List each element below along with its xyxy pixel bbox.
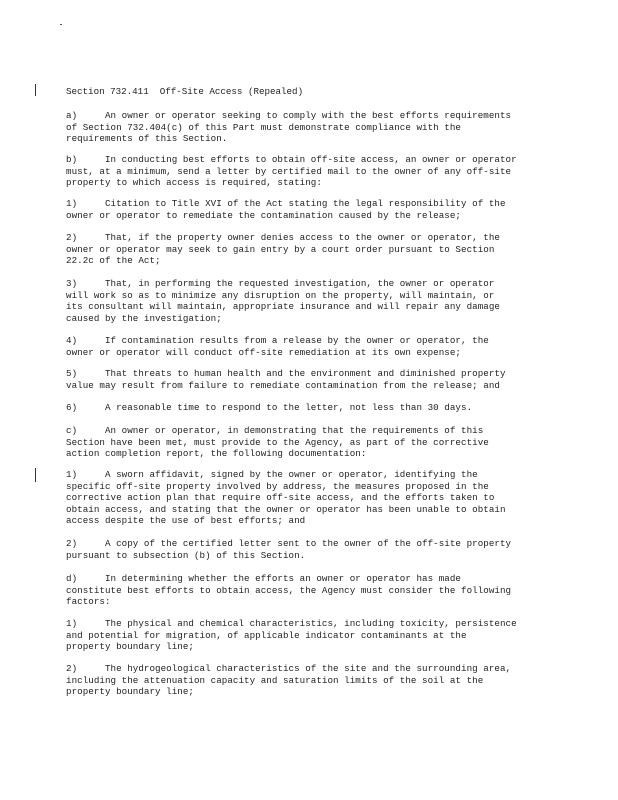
paragraph-b-4: 4) If contamination results from a release by the owner or operator, the owner or operator will conduct off-site remediation at its own expense; — [66, 335, 489, 358]
paragraph-b-6: 6) A reasonable time to respond to the letter, not less than 30 days. — [66, 402, 473, 413]
paragraph-b-2: 2) That, if the property owner denies access to the owner or operator, the owner or operator may seek to gain entry by a court order pursuant to Section 22.2c of the Act; — [66, 232, 500, 266]
paragraph-b-3: 3) That, in performing the requested investigation, the owner or operator will work so as to minimize any disruption on the property, will maintain, or its consultant will maintain, appropriate insurance and will repair any damage caused by the investigation; — [66, 278, 500, 324]
paragraph-d: d) In determining whether the efforts an owner or operator has made constitute best efforts to obtain access, the Agency must consider the following factors: — [66, 573, 512, 607]
paragraph-b-1: 1) Citation to Title XVI of the Act stating the legal responsibility of the owner or operator to remediate the contamination caused by the release; — [66, 198, 506, 221]
paragraph-a: a) An owner or operator seeking to comply with the best efforts requirements of Section 732.404(c) of this Part must demonstrate compliance with the requirements of this Section. — [66, 110, 512, 144]
section-heading: Section 732.411 Off-Site Access (Repealed) — [66, 86, 304, 97]
paragraph-c-1: 1) A sworn affidavit, signed by the owner or operator, identifying the specific off-site property involved by address, the measures proposed in the corrective action plan that require off-site access, and the efforts taken to obtain access, and stating that the owner or operator has been unable to obtain access despite the use of best efforts; and — [66, 469, 506, 526]
paragraph-d-1: 1) The physical and chemical characteristics, including toxicity, persistence and potential for migration, of applicable indicator contaminants at the property boundary line; — [66, 618, 517, 652]
change-bar-mark — [35, 468, 36, 482]
paragraph-c-2: 2) A copy of the certified letter sent to the owner of the off-site property pursuant to subsection (b) of this Section. — [66, 538, 512, 561]
paragraph-b: b) In conducting best efforts to obtain off-site access, an owner or operator must, at a minimum, send a letter by certified mail to the owner of any off-site property to which access is required, stating: — [66, 154, 517, 188]
paragraph-c: c) An owner or operator, in demonstrating that the requirements of this Section have been met, must provide to the Agency, as part of the corrective action completion report, the following documentation: — [66, 425, 489, 459]
scan-speck — [60, 24, 62, 25]
paragraph-d-2: 2) The hydrogeological characteristics of the site and the surrounding area, including the attenuation capacity and saturation limits of the soil at the property boundary line; — [66, 663, 512, 697]
change-bar-mark — [35, 84, 36, 96]
paragraph-b-5: 5) That threats to human health and the environment and diminished property value may result from failure to remediate contamination from the release; and — [66, 368, 506, 391]
